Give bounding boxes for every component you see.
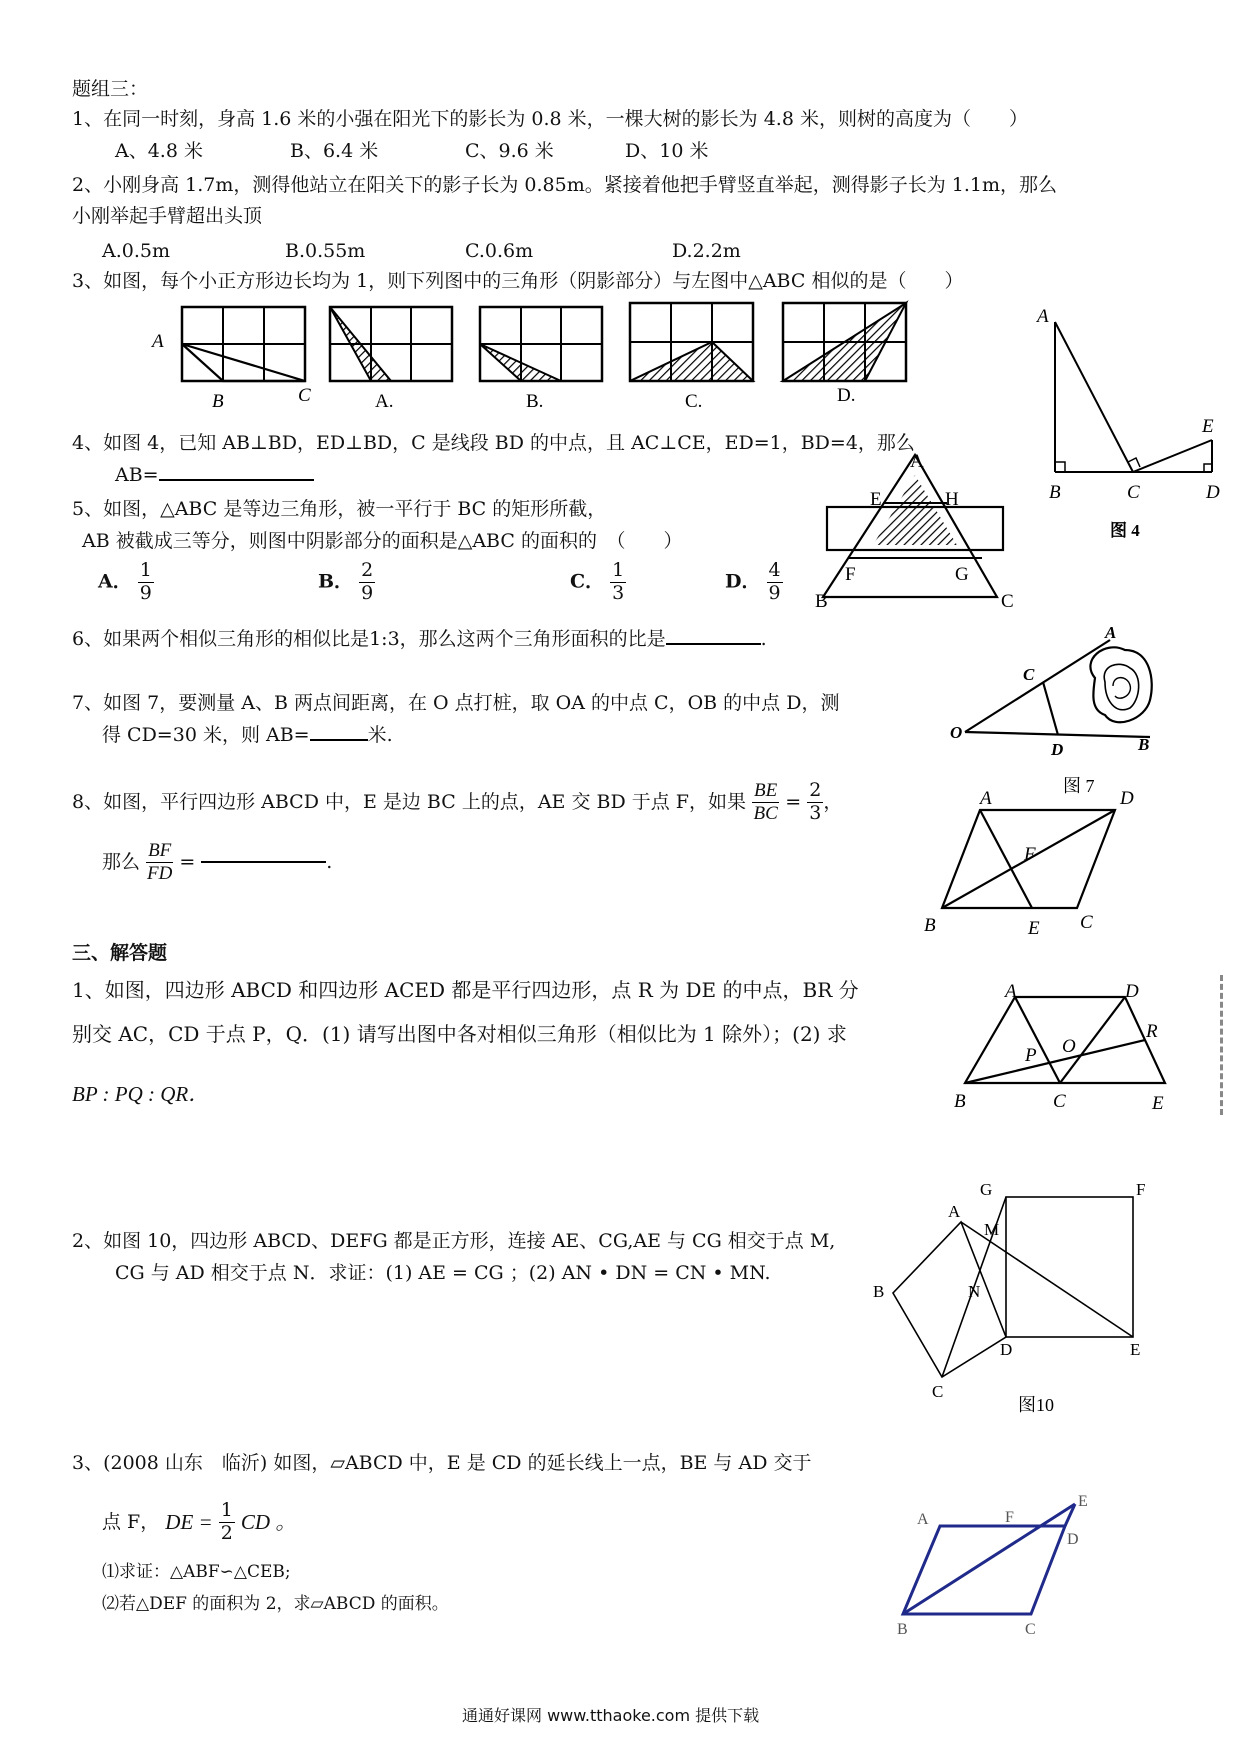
q8-answer-blank[interactable] [201,861,326,863]
q7-answer-blank[interactable] [310,739,368,741]
fig5-label-c: C [1001,591,1014,612]
fig10-label-b: B [873,1282,885,1301]
q3-option-a-label: A. [375,391,394,412]
q5-option-a-label: A． [98,570,132,593]
fig7-label-c: C [1023,665,1035,684]
figure-s3 [895,1490,1095,1640]
fig10-label-a: A [948,1202,961,1221]
q3-option-b-figure [480,307,602,381]
s3-line2-post: CD 。 [240,1509,297,1534]
q5-option-c-label: C． [570,570,605,593]
s1-label-p: P [1025,1045,1037,1066]
q2-option-d: D.2.2m [672,240,741,262]
q7-line1: 7、如图 7，要测量 A、B 两点间距离，在 O 点打桩，取 OA 的中点 C，OB 的中点 D，测 [72,692,840,714]
q3-text: 3、如图，每个小正方形边长均为 1，则下列图中的三角形（阴影部分）与左图中△ABC 相似的是（ ） [72,270,964,292]
q5-option-c-den: 3 [612,581,625,604]
q3-label-c: C [298,385,311,406]
fig10-label-e: E [1130,1340,1141,1359]
figure-4 [1030,300,1230,550]
q8-eq1: = [785,790,802,813]
q6-text: 6、如果两个相似三角形的相似比是1:3，那么这两个三角形面积的比是 [72,628,666,650]
q1-option-b: B、6.4 米 [290,140,379,162]
q1-option-d: D、10 米 [625,140,709,162]
q7-line2 [102,724,393,747]
fig4-label-e: E [1202,416,1214,437]
q5-option-d-num: 4 [768,559,781,581]
fig5-label-h: H [945,489,959,510]
q5-option-d [725,560,783,605]
s1-label-e: E [1152,1093,1164,1114]
q5-option-b-fraction [359,560,375,605]
s3-line2-pre: 点 F， [102,1510,160,1533]
q3-option-d-figure [783,303,906,381]
fig10-label-d: D [1000,1340,1013,1359]
q8-eq2: = [179,850,196,873]
s2-line2: CG 与 AD 相交于点 N．求证：(1) AE = CG ；(2) AN • DN = CN • MN. [115,1262,771,1284]
fig10-label-c: C [932,1382,944,1401]
q3-option-c-label: C. [685,391,703,412]
q8-frac2-num: 2 [809,779,822,801]
q4-line2 [115,464,314,487]
fig8-label-a: A [980,788,992,809]
s3-label-a: A [917,1511,929,1528]
fig10-label-g: G [980,1180,993,1199]
fig4-label-a: A [1037,306,1049,327]
s3-sub2: ⑵若△DEF 的面积为 2，求▱ABCD 的面积。 [102,1594,449,1614]
q3-option-c-figure [630,303,753,381]
q8-fraction-bf-fd [146,840,173,885]
s1-line2: 别交 AC，CD 于点 P，Q．(1) 请写出图中各对相似三角形（相似比为 1 除外）；(2) 求 [72,1022,847,1046]
q8-frac1-den: BC [753,802,778,824]
q2-option-b: B.0.55m [285,240,366,262]
fig8-label-e: E [1028,918,1040,939]
q5-option-b-label: B． [318,570,354,593]
q6-end: . [760,628,767,650]
fig5-label-b: B [815,591,828,612]
q4-line1: 4、如图 4，已知 AB⊥BD，ED⊥BD，C 是线段 BD 的中点，且 AC⊥CE，ED=1，BD=4，那么 [72,432,915,454]
q5-option-b-den: 9 [361,581,374,604]
q5-option-a-num: 1 [139,559,152,581]
q6-answer-blank[interactable] [666,643,761,645]
fig10-label-f: F [1136,1180,1146,1199]
s1-label-r: R [1146,1021,1158,1042]
q1-text: 1、在同一时刻，身高 1.6 米的小强在阳光下的影长为 0.8 米，一棵大树的影长为 4.8 米，则树的高度为（ ） [72,108,1028,130]
q8-fraction-be-bc [752,780,779,825]
q5-option-a [98,560,154,605]
s3-label-d: D [1067,1531,1079,1548]
q5-option-a-fraction [138,560,154,605]
s3-label-c: C [1025,1621,1036,1638]
fig8-label-c: C [1080,912,1093,933]
q1-option-a: A、4.8 米 [115,140,203,162]
q8-frac3-num: BF [148,840,172,861]
q3-option-b-label: B. [526,391,544,412]
q5-option-b-num: 2 [361,559,374,581]
q3-figures [140,295,920,415]
s3-sub1: ⑴求证：△ABF∽△CEB; [102,1562,291,1582]
q3-option-a-figure [330,307,452,381]
q7-line2-text: 得 CD=30 米，则 AB= [102,724,310,746]
fig4-label-b: B [1049,482,1061,503]
q8-frac1-num: BE [754,780,778,801]
q2-line2: 小刚举起手臂超出头顶 [72,205,263,227]
q5-option-a-den: 9 [139,581,152,604]
figure-5 [815,451,1015,612]
q8-end: . [326,850,333,873]
fig5-label-f: F [845,564,856,585]
fig7-label-d: D [1051,740,1064,759]
q2-option-c: C.0.6m [465,240,534,262]
q8-line2-pre: 那么 [102,850,141,873]
q4-line2-text: AB= [115,464,159,486]
q8-line1-text: 8、如图，平行四边形 ABCD 中，E 是边 BC 上的点，AE 交 BD 于点 F，如果 [72,790,746,813]
fig8-label-b: B [924,915,936,936]
fig7-caption: 图 7 [1063,776,1095,796]
fig8-label-d: D [1120,788,1134,809]
s3-line2-math: DE = [165,1509,213,1534]
q5-option-d-den: 9 [768,581,781,604]
fig7-label-a: A [1105,623,1117,642]
q1-option-c: C、9.6 米 [465,140,554,162]
q8-fraction-2-3 [807,780,823,825]
q6-line [72,628,767,651]
q5-option-b [318,560,375,605]
fig7-label-o: O [950,723,963,742]
q4-answer-blank[interactable] [159,479,314,481]
fig4-label-d: D [1206,482,1220,503]
s1-label-c: C [1053,1091,1066,1112]
q8-frac3-den: FD [147,862,173,884]
s3-label-f: F [1005,1509,1014,1526]
s1-line3: BP : PQ : QR． [72,1082,210,1106]
fig5-label-e: E [870,489,882,510]
s3-label-b: B [897,1621,908,1638]
fig7-label-b: B [1138,735,1150,754]
group-title: 题组三： [72,78,149,100]
s1-label-b: B [954,1091,966,1112]
figure-10 [868,1175,1158,1415]
q8-line1 [72,780,842,825]
q3-label-b: B [212,391,224,412]
s3-label-e: E [1078,1493,1088,1510]
footer: 通通好课网 www.tthaoke.com 提供下载 [462,1706,760,1725]
s3-frac-den: 2 [220,1521,233,1544]
q2-line1: 2、小刚身高 1.7m，测得他站立在阳关下的影子长为 0.85m。紧接着他把手臂竖直举起，测得影子长为 1.1m，那么 [72,174,1057,196]
q5-line1: 5、如图，△ABC 是等边三角形，被一平行于 BC 的矩形所截， [72,498,607,520]
q3-left-grid [182,307,305,381]
q5-option-d-fraction [767,560,783,605]
q8-frac2-den: 3 [809,801,822,824]
s3-fraction-half [219,1500,235,1545]
s3-frac-num: 1 [220,1499,233,1521]
q5-option-d-label: D． [725,570,761,593]
fig10-label-n: N [968,1282,981,1301]
s2-line1: 2、如图 10，四边形 ABCD、DEFG 都是正方形，连接 AE、CG,AE 与 CG 相交于点 M, [72,1230,836,1252]
figure-q8 [924,788,1140,940]
s1-label-a: A [1005,981,1017,1002]
s1-label-d: D [1125,981,1139,1002]
margin-dashed-line [1220,975,1223,1115]
q3-label-a: A [152,331,164,352]
fig10-caption: 图10 [1018,1395,1054,1415]
fig10-label-m: M [984,1220,1000,1239]
s1-line1: 1、如图，四边形 ABCD 和四边形 ACED 都是平行四边形，点 R 为 DE 的中点，BR 分 [72,978,859,1002]
q5-option-c-fraction [610,560,626,605]
q5-option-c [570,560,626,605]
fig5-label-g: G [955,564,969,585]
q8-line2 [102,840,332,885]
figure-7 [950,620,1155,800]
fig4-caption: 图 4 [1110,521,1140,540]
q7-line2-end: 米. [367,724,393,746]
q8-comma: ， [823,790,843,813]
s3-line1: 3、(2008 山东 临沂) 如图，▱ABCD 中，E 是 CD 的延长线上一点，BE 与 AD 交于 [72,1452,812,1474]
fig8-label-f: F [1024,844,1036,865]
q5-option-c-num: 1 [612,559,625,581]
figure-s1 [950,981,1170,1125]
fig4-label-c: C [1127,482,1140,503]
q5-line2: AB 被截成三等分，则图中阴影部分的面积是△ABC 的面积的 （ ） [82,530,683,552]
q3-option-d-label: D. [837,385,856,406]
s3-line2 [102,1500,296,1545]
section3-title: 三、解答题 [72,942,168,964]
q2-option-a: A.0.5m [102,240,170,262]
s1-label-o: O [1062,1036,1076,1057]
fig5-label-a: A [910,451,924,472]
